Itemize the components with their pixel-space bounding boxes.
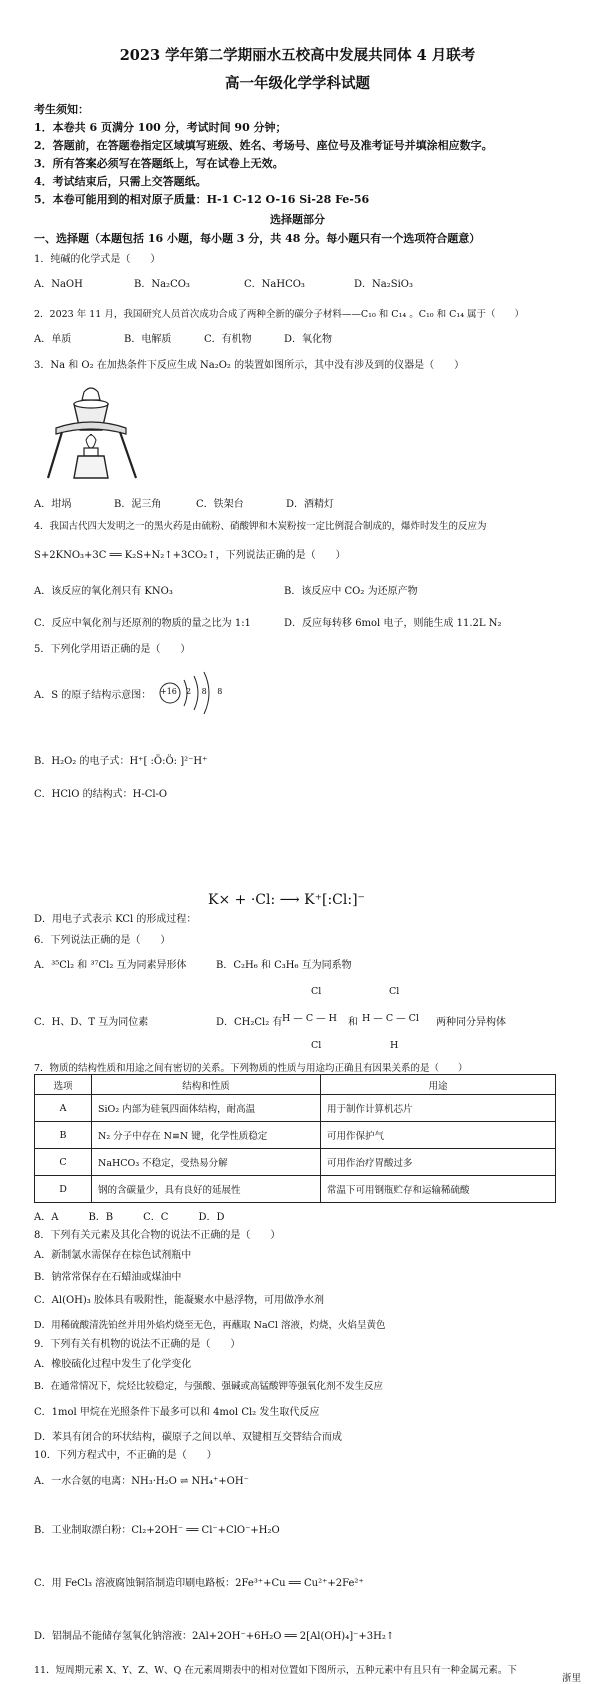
- notice-item: 2．答题前，在答题卷指定区域填写班级、姓名、考场号、座位号及准考证号并填涂相应数字。: [34, 139, 493, 152]
- table-row: [35, 1176, 556, 1203]
- notice-item: 4．考试结束后，只需上交答题纸。: [34, 175, 207, 188]
- q6-option-d-suffix: 两种同分异构体: [436, 1017, 506, 1028]
- q9-option-b: B．在通常情况下，烷烃比较稳定，与强酸、强碱或高锰酸钾等强氧化剂不发生反应: [34, 1381, 383, 1392]
- atom-shell-electrons: 2 8 8: [186, 687, 227, 696]
- q4-option-d: D．反应每转移 6mol 电子，则能生成 11.2L N₂: [284, 618, 502, 629]
- notice-heading: 考生须知：: [34, 103, 89, 116]
- notice-item: 1．本卷共 6 页满分 100 分，考试时间 90 分钟；: [34, 121, 287, 134]
- q4-option-a: A．该反应的氧化剂只有 KNO₃: [34, 586, 173, 597]
- question-5-stem: 5．下列化学用语正确的是（ ）: [34, 644, 191, 655]
- question-11-stem: 11．短周期元素 X、Y、Z、W、Q 在元素周期表中的相对位置如下图所示，五种元素中有且只有一种金属元素。下: [34, 1665, 517, 1676]
- q4-option-c: C．反应中氧化剂与还原剂的物质的量之比为 1:1: [34, 618, 251, 629]
- properties-uses-table: [34, 1074, 556, 1203]
- section-title: 选择题部分: [270, 213, 325, 226]
- q5-option-b: B．H₂O₂ 的电子式：H⁺[ :Ö:Ö: ]²⁻H⁺: [34, 756, 208, 767]
- section-heading: 一、选择题（本题包括 16 小题，每小题 3 分，共 48 分。每小题只有一个选项符合题意）: [34, 232, 481, 245]
- question-8-stem: 8．下列有关元素及其化合物的说法不正确的是（ ）: [34, 1230, 281, 1241]
- q8-option-d: D．用稀硫酸清洗铂丝并用外焰灼烧至无色，再蘸取 NaCl 溶液，灼烧，火焰呈黄色: [34, 1320, 386, 1331]
- q3-option-b: B．泥三角: [114, 499, 162, 510]
- question-4-stem: 4．我国古代四大发明之一的黑火药是由硫粉、硝酸钾和木炭粉按一定比例混合制成的，爆炸时发生的反应为: [34, 521, 487, 532]
- question-1-stem: 1．纯碱的化学式是（ ）: [34, 254, 161, 265]
- structure2-middle: H — C — Cl: [362, 1013, 419, 1024]
- q1-option-b: B．Na₂CO₃: [134, 279, 190, 290]
- q4-option-b: B．该反应中 CO₂ 为还原产物: [284, 586, 418, 597]
- structure2-bottom: H: [390, 1040, 399, 1051]
- header-structure: 结构和性质: [92, 1075, 321, 1095]
- row-option: A: [35, 1095, 92, 1122]
- row-structure: SiO₂ 内部为硅氧四面体结构，耐高温: [92, 1095, 321, 1122]
- question-2-stem: 2．2023 年 11 月，我国研究人员首次成功合成了两种全新的碳分子材料——C₁₀ 和 C₁₄ 。C₁₀ 和 C₁₄ 属于（ ）: [34, 309, 525, 320]
- q1-option-c: C．NaHCO₃: [244, 279, 305, 290]
- row-option: B: [35, 1122, 92, 1149]
- notice-item: 3．所有答案必须写在答题纸上，写在试卷上无效。: [34, 157, 284, 170]
- q1-option-a: A．NaOH: [34, 279, 83, 290]
- q6-option-d-mid: 和: [348, 1017, 358, 1028]
- table-row: [35, 1095, 556, 1122]
- q3-option-d: D．酒精灯: [286, 499, 335, 510]
- question-3-stem: 3．Na 和 O₂ 在加热条件下反应生成 Na₂O₂ 的装置如图所示，其中没有涉及到的仪器是（ ）: [34, 360, 465, 371]
- q10-option-d: D．铝制品不能储存氢氧化钠溶液：2Al+2OH⁻+6H₂O ══ 2[Al(OH)₄]⁻+3H₂↑: [34, 1631, 395, 1642]
- exam-subtitle: 高一年级化学学科试题: [225, 75, 370, 92]
- q3-option-a: A．坩埚: [34, 499, 72, 510]
- structure1-middle: H — C — H: [282, 1013, 337, 1024]
- atom-nucleus-label: +16: [160, 687, 177, 696]
- q9-option-d: D．苯具有闭合的环状结构，碳原子之间以单、双键相互交替结合而成: [34, 1432, 343, 1443]
- q9-option-c: C．1mol 甲烷在光照条件下最多可以和 4mol Cl₂ 发生取代反应: [34, 1407, 320, 1418]
- structure2-top: Cl: [389, 986, 400, 997]
- q5-option-c: C．HClO 的结构式：H-Cl-O: [34, 789, 168, 800]
- q8-option-c: C．Al(OH)₃ 胶体具有吸附性，能凝聚水中悬浮物，可用做净水剂: [34, 1295, 324, 1306]
- row-use: 用于制作计算机芯片: [321, 1095, 556, 1122]
- table-header-row: [35, 1075, 556, 1095]
- q3-option-c: C．铁架台: [196, 499, 244, 510]
- header-option: 选项: [35, 1075, 92, 1095]
- q9-option-a: A．橡胶硫化过程中发生了化学变化: [34, 1359, 192, 1370]
- kcl-formation-formula: K× + ·Cl: ⟶ K⁺[:Cl:]⁻: [208, 892, 365, 908]
- q5-option-d: D．用电子式表示 KCl 的形成过程：: [34, 914, 197, 925]
- structure1-bottom: Cl: [311, 1040, 322, 1051]
- row-use: 可用作治疗胃酸过多: [321, 1149, 556, 1176]
- question-9-stem: 9．下列有关有机物的说法不正确的是（ ）: [34, 1339, 241, 1350]
- q6-option-c: C．H、D、T 互为同位素: [34, 1017, 149, 1028]
- question-10-stem: 10．下列方程式中，不正确的是（ ）: [34, 1450, 217, 1461]
- q2-option-d: D．氧化物: [284, 334, 333, 345]
- q8-option-a: A．新制氯水需保存在棕色试剂瓶中: [34, 1250, 192, 1261]
- q1-option-d: D．Na₂SiO₃: [354, 279, 413, 290]
- header-use: 用途: [321, 1075, 556, 1095]
- table-row: [35, 1149, 556, 1176]
- row-structure: NaHCO₃ 不稳定，受热易分解: [92, 1149, 321, 1176]
- row-structure: 钢的含碳量少，具有良好的延展性: [92, 1176, 321, 1203]
- crucible-apparatus-figure: [36, 382, 146, 482]
- q2-option-c: C．有机物: [204, 334, 252, 345]
- row-structure: N₂ 分子中存在 N≡N 键，化学性质稳定: [92, 1122, 321, 1149]
- q6-option-b: B．C₂H₆ 和 C₃H₆ 互为同系物: [216, 960, 352, 971]
- q10-option-b: B．工业制取漂白粉：Cl₂+2OH⁻ ══ Cl⁻+ClO⁻+H₂O: [34, 1525, 280, 1536]
- q10-option-a: A．一水合氨的电离：NH₃·H₂O ⇌ NH₄⁺+OH⁻: [34, 1476, 249, 1487]
- q7-options: A．A B．B C．C D．D: [34, 1212, 225, 1223]
- q10-option-c: C．用 FeCl₃ 溶液腐蚀铜箔制造印刷电路板：2Fe³⁺+Cu ══ Cu²⁺+2Fe²⁺: [34, 1578, 364, 1589]
- q2-option-a: A．单质: [34, 334, 72, 345]
- structure1-top: Cl: [311, 986, 322, 997]
- row-use: 可用作保护气: [321, 1122, 556, 1149]
- question-6-stem: 6．下列说法正确的是（ ）: [34, 935, 171, 946]
- page-footer: 浙里: [562, 1673, 582, 1684]
- row-use: 常温下可用钢瓶贮存和运输稀硫酸: [321, 1176, 556, 1203]
- q6-option-a: A．³⁵Cl₂ 和 ³⁷Cl₂ 互为同素异形体: [34, 960, 187, 971]
- row-option: D: [35, 1176, 92, 1203]
- notice-item: 5．本卷可能用到的相对原子质量：H-1 C-12 O-16 Si-28 Fe-56: [34, 193, 370, 206]
- q6-option-d-prefix: D．CH₂Cl₂ 有: [216, 1017, 283, 1028]
- table-row: [35, 1122, 556, 1149]
- q5-option-a: A．S 的原子结构示意图：: [34, 690, 152, 701]
- q2-option-b: B．电解质: [124, 334, 172, 345]
- exam-title: 2023 学年第二学期丽水五校高中发展共同体 4 月联考: [119, 47, 476, 64]
- q8-option-b: B．钠常常保存在石蜡油或煤油中: [34, 1272, 182, 1283]
- q4-equation: S+2KNO₃+3C ══ K₂S+N₂↑+3CO₂↑，下列说法正确的是（ ）: [34, 550, 346, 561]
- question-7-stem: 7．物质的结构性质和用途之间有密切的关系。下列物质的性质与用途均正确且有因果关系的是（ ）: [34, 1063, 468, 1074]
- row-option: C: [35, 1149, 92, 1176]
